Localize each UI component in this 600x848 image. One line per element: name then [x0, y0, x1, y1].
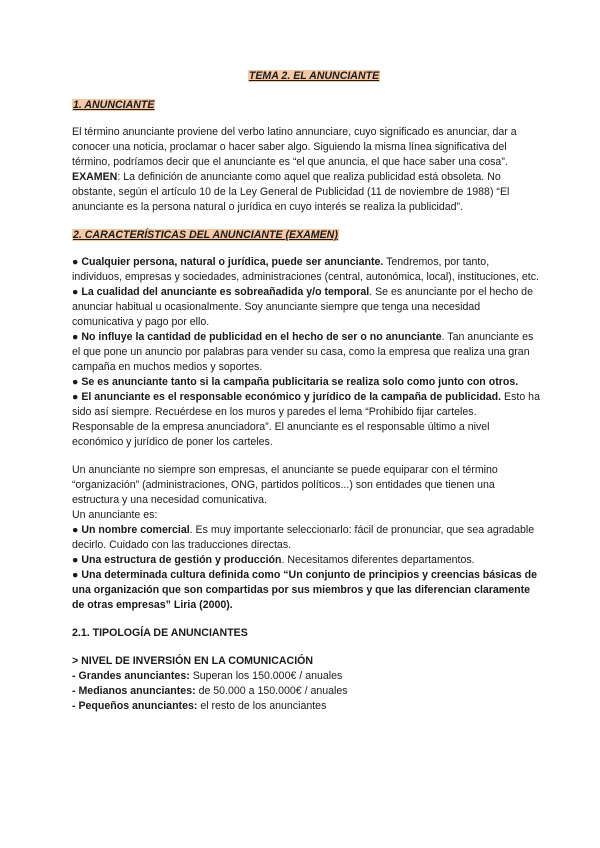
bullet-item — [72, 375, 540, 390]
exam-text: : La definición de anunciante como aquel que realiza publicidad está obsoleta. No obstante, según el artículo 10 de la Ley General de Publicidad (11 de noviembre de 1988) “El anunciante es la persona natural o jurídica en cuyo interés se realiza la publicidad”. — [72, 171, 510, 213]
list-item-bold: - Grandes anunciantes: — [72, 670, 190, 682]
bullet-bold: ● Una estructura de gestión y producción — [72, 554, 282, 566]
bullet-item — [72, 553, 540, 568]
section-1-heading-text: 1. ANUNCIANTE — [73, 99, 155, 111]
list-item-text: el resto de los anunciantes — [197, 700, 327, 712]
title-text: TEMA 2. EL ANUNCIANTE — [248, 70, 380, 82]
bullet-item — [72, 255, 540, 285]
list-item-text: de 50.000 a 150.000€ / anuales — [195, 685, 348, 697]
bullet-bold: ● No influye la cantidad de publicidad en el hecho de ser o no anunciante — [72, 331, 442, 343]
anunciante-es-label: Un anunciante es: — [72, 509, 158, 521]
bullet-bold: ● Se es anunciante tanto si la campaña publicitaria se realiza solo como junto con otros. — [72, 376, 519, 388]
bullet-item — [72, 568, 540, 613]
list-item — [72, 699, 540, 714]
investment-level-subheading: > NIVEL DE INVERSIÓN EN LA COMUNICACIÓN — [72, 655, 314, 667]
section-1-paragraph: El término anunciante proviene del verbo latino annunciare, cuyo significado es anunciar, dar a conocer una noticia, proclamar o hacer saber algo. Siguiendo la misma línea significativa del término, podríamos decir que el anunciante es “el que anuncia, el que hace saber una cosa”. — [72, 126, 517, 168]
exam-label: EXAMEN — [72, 171, 118, 183]
bullet-bold: ● Una determinada cultura definida como “Un conjunto de principios y creencias básicas de una organización que son compartidas por sus miembros y que las diferencian claramente de otras empresas” Liria (2000). — [72, 569, 537, 611]
bullet-item — [72, 523, 540, 553]
bullet-text: . Tan anunciante es el que pone un anuncio por palabras para vender su casa, como la empresa que realiza una gran campaña en muchos medios y soportes. — [72, 331, 534, 373]
bullet-text: . Es muy importante seleccionarlo: fácil de pronunciar, que sea agradable decirlo. Cuidado con las traducciones directas. — [72, 524, 535, 551]
organization-paragraph: Un anunciante no siempre son empresas, el anunciante se puede equiparar con el término “organización” (administraciones, ONG, partidos políticos...) son entidades que tienen una estructura y una necesidad comunicativa. — [72, 464, 498, 506]
bullet-bold: ● Cualquier persona, natural o jurídica, puede ser anunciante. — [72, 256, 384, 268]
list-item — [72, 684, 540, 699]
section-1-heading — [72, 98, 540, 113]
bullet-bold: ● El anunciante es el responsable económico y jurídico de la campaña de publicidad. — [72, 391, 502, 403]
bullet-item — [72, 390, 540, 450]
bullet-bold: ● La cualidad del anunciante es sobreañadida y/o temporal — [72, 286, 370, 298]
list-item-bold: - Pequeños anunciantes: — [72, 700, 198, 712]
bullet-text: . Se es anunciante por el hecho de anunciar habitual u ocasionalmente. Soy anunciante siempre que tenga una necesidad comunicativa y pago por ello. — [72, 286, 533, 328]
bullet-text: Esto ha sido así siempre. Recuérdese en los muros y paredes el lema “Prohibido fijar carteles. Responsable de la empresa anunciadora”. El anunciante es el responsable último a nivel económico y jurídico de poner los carteles. — [72, 391, 540, 448]
section-2-1-heading: 2.1. TIPOLOGÍA DE ANUNCIANTES — [72, 627, 248, 639]
exam-paragraph — [72, 170, 540, 215]
document-title — [88, 69, 540, 84]
bullet-item — [72, 285, 540, 330]
section-2-heading — [72, 228, 540, 243]
bullet-text: Tendremos, por tanto, individuos, empresas y sociedades, administraciones (central, autonómica, local), instituciones, etc. — [72, 256, 539, 283]
list-item-text: Superan los 150.000€ / anuales — [189, 670, 343, 682]
bullet-text: . Necesitamos diferentes departamentos. — [281, 554, 475, 566]
list-item-bold: - Medianos anunciantes: — [72, 685, 196, 697]
bullet-bold: ● Un nombre comercial — [72, 524, 190, 536]
bullet-item — [72, 330, 540, 375]
list-item — [72, 669, 540, 684]
section-2-heading-text: 2. CARACTERÍSTICAS DEL ANUNCIANTE (EXAMEN) — [73, 229, 338, 241]
